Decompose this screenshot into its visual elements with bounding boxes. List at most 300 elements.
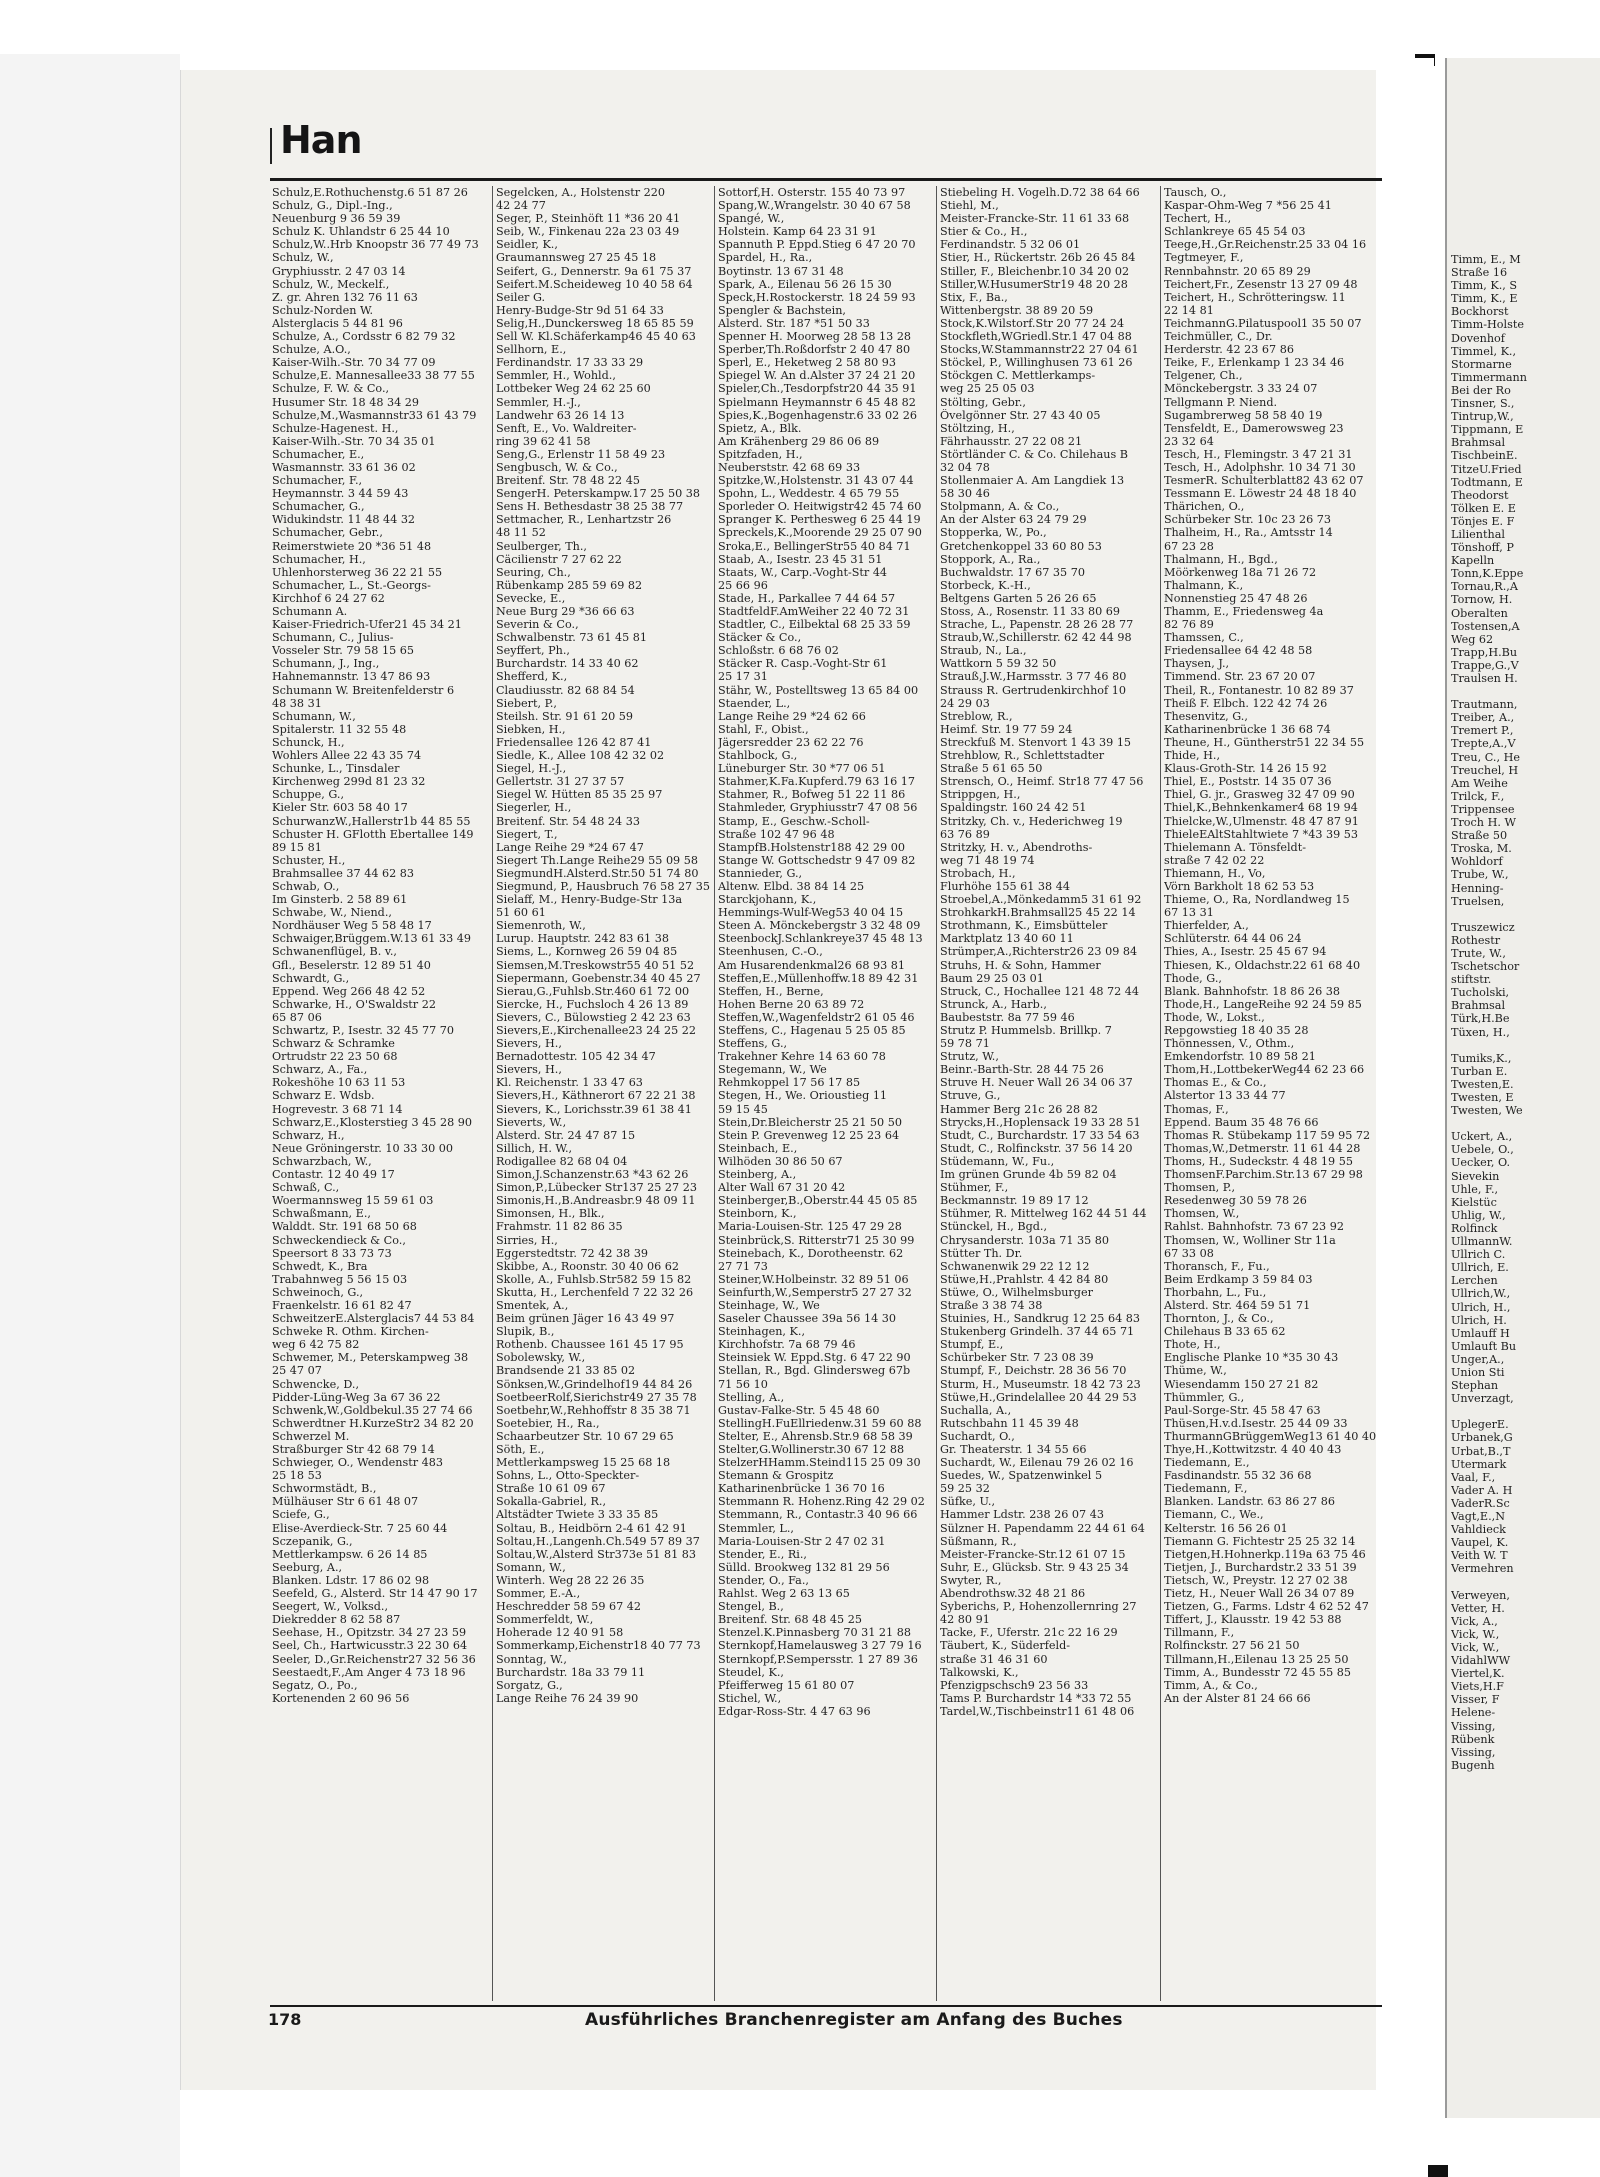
directory-entry: Sommerfeldt, W., (496, 1613, 594, 1627)
directory-entry: Simon,P.,Lübecker Str137 25 27 23 (496, 1181, 697, 1195)
adjacent-page-entry: Uebele, O., (1451, 1143, 1514, 1157)
directory-entry: Schwarz E. Wdsb. (272, 1089, 375, 1103)
directory-entry: Timm, A., Bundesstr 72 45 55 85 (1164, 1665, 1352, 1679)
directory-entry: Schwarke, H., O'Swaldstr 22 (272, 997, 436, 1011)
directory-entry: Tietgen,H.Hohnerkp.119a 63 75 46 (1164, 1547, 1366, 1561)
directory-entry: Täubert, K., Süderfeld- (940, 1639, 1071, 1653)
directory-entry: Steen A. Mönckebergstr 3 32 48 09 (718, 919, 921, 933)
directory-entry: Schwencke, D., (272, 1377, 359, 1391)
directory-entry: Thümmler, G., (1164, 1390, 1245, 1404)
directory-entry: Schwerdtner H.KurzeStr2 34 82 20 (272, 1416, 474, 1430)
directory-entry: Vörn Barkholt 18 62 53 53 (1164, 879, 1315, 893)
directory-entry: StampfB.Holstenstr188 42 29 00 (718, 840, 905, 854)
adjacent-page-entry: Vahldieck (1451, 1523, 1506, 1537)
adjacent-page-entry (1451, 1117, 1600, 1130)
directory-entry: Chrysanderstr. 103a 71 35 80 (940, 1233, 1110, 1247)
adjacent-page-entry: Vick, W., (1451, 1627, 1500, 1641)
directory-entry: Kaspar-Ohm-Weg 7 *56 25 41 (1164, 199, 1332, 213)
directory-entry: Stüwe, O., Wilhelmsburger (940, 1285, 1093, 1299)
directory-entry: Talkowski, K., (940, 1665, 1019, 1679)
adjacent-page-entry: Vick, A., (1451, 1614, 1498, 1628)
directory-entry: Stopperka, W., Po., (940, 526, 1047, 540)
directory-entry: Streckfuß M. Stenvort 1 43 39 15 (940, 735, 1132, 749)
adjacent-page-entry: Uhle, F., (1451, 1182, 1499, 1196)
directory-entry: Breitenf. Str. 54 48 24 33 (496, 814, 640, 828)
directory-entry: Starckjohann, K., (718, 893, 817, 907)
directory-entry: SchurwanzW.,Hallerstr1b 44 85 55 (272, 814, 471, 828)
directory-entry: Steinbrück,S. Ritterstr71 25 30 99 (718, 1233, 915, 1247)
directory-entry: Thode,H., LangeReihe 92 24 59 85 (1164, 997, 1362, 1011)
directory-entry: Siercke, H., Fuchsloch 4 26 13 89 (496, 997, 689, 1011)
directory-entry: Settmacher, R., Lenhartzstr 26 (496, 513, 672, 527)
adjacent-page-entry: Timm, K., E (1451, 292, 1518, 306)
directory-entry: Speck,H.Rostockerstr. 18 24 59 93 (718, 290, 916, 304)
directory-entry: Stahl, F., Obist., (718, 722, 809, 736)
directory-entry: Techert, H., (1164, 212, 1232, 226)
directory-entry: Stelter,G.Wollinerstr.30 67 12 88 (718, 1443, 905, 1456)
directory-entry: Pfeifferweg 15 61 80 07 (718, 1678, 855, 1692)
adjacent-page-entry: Treiber, A., (1451, 711, 1515, 725)
directory-entry: Suchardt, O., (940, 1429, 1015, 1443)
directory-entry: Neuenburg 9 36 59 39 (272, 212, 401, 226)
directory-entry: Stroebel,A.,Mönkedamm5 31 61 92 (940, 893, 1142, 907)
directory-entry: Sielaff, M., Henry-Budge-Str 13a (496, 893, 683, 907)
directory-entry: Tessmann E. Löwestr 24 48 18 40 (1164, 487, 1357, 501)
adjacent-page-entry: Vetter, H. (1451, 1601, 1505, 1615)
adjacent-page-entry: Treu, C., He (1451, 750, 1520, 764)
directory-entry: ThieleEAltStahltwiete 7 *43 39 53 (1164, 827, 1359, 841)
directory-entry: Siegert Th.Lange Reihe29 55 09 58 (496, 853, 698, 867)
directory-entry: Stelter, E., Ahrensb.Str.9 68 58 39 (718, 1429, 913, 1443)
directory-entry: Schwanenwik 29 22 12 12 (940, 1259, 1090, 1273)
directory-entry: Schwanenflügel, B. v., (272, 945, 397, 959)
directory-entry: Lottbeker Weg 24 62 25 60 (496, 382, 651, 396)
directory-entry: Stender, O., Fa., (718, 1573, 809, 1587)
directory-entry: Seestaedt,F.,Am Anger 4 73 18 96 (272, 1665, 466, 1679)
adjacent-page-entry: Twesten,E. (1451, 1077, 1514, 1091)
adjacent-page-entry: Vaupel, K. (1451, 1536, 1509, 1550)
directory-entry: Buchwaldstr. 17 67 35 70 (940, 565, 1085, 579)
directory-entry: Tacke, F., Uferstr. 21c 22 16 29 (940, 1626, 1118, 1640)
directory-entry: Stellan, R., Bgd. Glindersweg 67b (718, 1364, 911, 1378)
directory-entry: Teike, F., Erlenkamp 1 23 34 46 (1164, 356, 1345, 370)
directory-entry: Gretchenkoppel 33 60 80 53 (940, 539, 1102, 553)
directory-entry: Hohen Berne 20 63 89 72 (718, 997, 865, 1011)
directory-entry: Uhlenhorsterweg 36 22 21 55 (272, 565, 443, 579)
directory-entry: Seiler G. (496, 290, 546, 304)
directory-entry: Neue Burg 29 *36 66 63 (496, 605, 635, 618)
adjacent-page-entry: Stephan (1451, 1379, 1499, 1393)
directory-entry: Severin & Co., (496, 618, 579, 632)
adjacent-page-entry (1451, 1039, 1600, 1052)
directory-entry: Sperber,Th.Roßdorfstr 2 40 47 80 (718, 343, 911, 357)
directory-entry: Stähr, W., Postelltsweg 13 65 84 00 (718, 683, 919, 697)
directory-entry: Steinebach, K., Dorotheenstr. 62 (718, 1246, 904, 1260)
directory-entry: Tegtmeyer, F., (1164, 251, 1244, 265)
directory-entry: Straße 5 61 65 50 (940, 762, 1043, 776)
directory-entry: Sieverts, W., (496, 1115, 567, 1129)
directory-entry: Stuinies, H., Sandkrug 12 25 64 83 (940, 1312, 1140, 1326)
directory-entry: Schumacher, L., St.-Georgs- (272, 578, 431, 592)
column-divider (1160, 186, 1161, 2001)
directory-entry: Möörkenweg 18a 71 26 72 (1164, 565, 1317, 579)
directory-entry: Schumann, J., Ing., (272, 657, 380, 671)
directory-entry: Stöckgen C. Mettlerkamps- (940, 369, 1096, 383)
directory-entry: Thomas, F., (1164, 1102, 1229, 1116)
adjacent-page-entry: Stormarne (1451, 357, 1512, 371)
directory-entry: Schwedt, K., Bra (272, 1259, 368, 1273)
directory-entry: Tillmann,H.,Eilenau 13 25 25 50 (1164, 1652, 1349, 1666)
directory-entry: Schumacher, G., (272, 500, 365, 514)
directory-entry: Schumann W. Breitenfelderstr 6 (272, 683, 455, 697)
directory-entry: Teichmüller, C., Dr. (1164, 330, 1273, 344)
directory-entry: Schwarz,E.,Klosterstieg 3 45 28 90 (272, 1115, 472, 1129)
directory-entry: Stemann & Grospitz (718, 1469, 834, 1483)
directory-entry: Stichel, W., (718, 1691, 782, 1705)
directory-entry: 67 33 08 (1164, 1246, 1214, 1260)
directory-entry: Stölting, Gebr., (940, 395, 1026, 409)
directory-entry: Baubeststr. 8a 77 59 46 (940, 1010, 1075, 1024)
directory-entry: Staab, A., Isestr. 23 45 31 51 (718, 552, 883, 566)
adjacent-page-entry: Tölken E. E (1451, 501, 1516, 515)
directory-entry: Thomsen, W., (1164, 1207, 1240, 1221)
directory-entry: Senft, E., Vo. Waldreiter- (496, 421, 637, 435)
adjacent-page-entry: Timmermann (1451, 370, 1527, 384)
directory-entry: Rothenb. Chaussee 161 45 17 95 (496, 1338, 684, 1352)
directory-entry: Straße 3 38 74 38 (940, 1298, 1043, 1312)
directory-entry: Spiegel W. An d.Alster 37 24 21 20 (718, 369, 916, 383)
directory-entry: Spangé, W., (718, 212, 785, 226)
directory-entry: Studt, C., Burchardstr. 17 33 54 63 (940, 1128, 1140, 1142)
directory-entry: 42 80 91 (940, 1613, 990, 1627)
directory-entry: Sternkopf,P.Sempersstr. 1 27 89 36 (718, 1652, 918, 1666)
directory-entry: Theil, R., Fontanestr. 10 82 89 37 (1164, 683, 1354, 697)
directory-entry: Steffens, G., (718, 1037, 788, 1051)
directory-entry: weg 25 25 05 03 (940, 382, 1035, 396)
adjacent-page-entry: Unverzagt, (1451, 1392, 1514, 1406)
directory-entry: Tardel,W.,Tischbeinstr11 61 48 06 (940, 1704, 1135, 1718)
directory-entry: Timm, A., & Co., (1164, 1678, 1258, 1692)
directory-entry: Rodigallee 82 68 04 04 (496, 1154, 628, 1168)
directory-entry: Sorgatz, G., (496, 1678, 563, 1692)
directory-entry: Neuberststr. 42 68 69 33 (718, 460, 861, 474)
directory-entry: Katharinenbrücke 1 36 68 74 (1164, 722, 1331, 736)
directory-entry: An der Alster 81 24 66 66 (1164, 1691, 1311, 1705)
directory-entry: Spenner H. Moorweg 28 58 13 28 (718, 330, 912, 344)
directory-entry: Klaus-Groth-Str. 14 26 15 92 (1164, 762, 1327, 776)
adjacent-page (1445, 58, 1600, 2118)
directory-entry: Speersort 8 33 73 73 (272, 1246, 392, 1260)
directory-entry: Straub, N., La., (940, 644, 1027, 658)
directory-entry: Schwaiger,Brüggem.W.13 61 33 49 (272, 932, 472, 946)
directory-entry: Blanken. Ldstr. 17 86 02 98 (272, 1573, 430, 1587)
directory-entry: Struve, G., (940, 1089, 1001, 1103)
directory-entry: StadtfeldF.AmWeiher 22 40 72 31 (718, 605, 910, 618)
directory-entry: Süßmann, R., (940, 1534, 1017, 1548)
directory-entry: Henry-Budge-Str 9d 51 64 33 (496, 303, 664, 317)
adjacent-page-entry: Dovenhof (1451, 331, 1505, 345)
directory-entry: An der Alster 63 24 79 29 (940, 513, 1087, 527)
directory-entry: Straub,W.,Schillerstr. 62 42 44 98 (940, 631, 1132, 645)
directory-entry: Stange W. Gottschedstr 9 47 09 82 (718, 853, 916, 867)
directory-entry: Thamssen, C., (1164, 631, 1244, 645)
directory-entry: Theiß F. Elbch. 122 42 74 26 (1164, 696, 1328, 710)
directory-entry: Seulberger, Th., (496, 539, 587, 553)
directory-entry: Siems, L., Kornweg 26 59 04 85 (496, 945, 678, 959)
directory-entry: Stock,K.Wilstorf.Str 20 77 24 24 (940, 316, 1125, 330)
directory-entry: Hoherade 12 40 91 58 (496, 1626, 624, 1640)
directory-entry: Tiffert, J., Klausstr. 19 42 53 88 (1164, 1613, 1342, 1627)
directory-entry: Schumacher, Gebr., (272, 526, 383, 540)
directory-entry: Wasmannstr. 33 61 36 02 (272, 460, 416, 474)
directory-entry: Brahmsallee 37 44 62 83 (272, 866, 415, 880)
directory-entry: Tiedemann, E., (1164, 1456, 1250, 1470)
directory-entry: Woermannsweg 15 59 61 03 (272, 1194, 434, 1208)
directory-entry: Seyffert, Ph., (496, 644, 570, 658)
directory-entry: StelzerHHamm.Steind115 25 09 30 (718, 1456, 921, 1470)
adjacent-page-entry: Wohldorf (1451, 855, 1503, 869)
directory-entry: Strauss R. Gertrudenkirchhof 10 (940, 683, 1126, 697)
adjacent-page-entry: stiftstr. (1451, 973, 1492, 987)
column-divider (714, 186, 715, 2001)
directory-entry: Seefeld, G., Alsterd. Str 14 47 90 17 (272, 1587, 478, 1601)
directory-entry: Struve H. Neuer Wall 26 34 06 37 (940, 1076, 1133, 1090)
directory-entry: Spardel, H., Ra., (718, 251, 813, 265)
directory-entry: Friedensallee 126 42 87 41 (496, 735, 652, 749)
directory-entry: Sillich, H. W., (496, 1141, 573, 1155)
directory-entry: Schuster, H., (272, 853, 346, 867)
directory-entry: Thote, H., (1164, 1338, 1221, 1352)
directory-entry: Kl. Reichenstr. 1 33 47 63 (496, 1076, 643, 1090)
directory-entry: Stiebeling H. Vogelh.D.72 38 64 66 (940, 186, 1140, 199)
directory-entry: Emkendorfstr. 10 89 58 21 (1164, 1050, 1316, 1064)
directory-entry: Schulz-Norden W. (272, 303, 374, 317)
adjacent-page-entry: Türk,H.Be (1451, 1012, 1510, 1026)
directory-entry: Seehase, H., Opitzstr. 34 27 23 59 (272, 1626, 467, 1640)
adjacent-page-entry: Straße 16 (1451, 266, 1508, 280)
directory-entry: Staender, L., (718, 696, 791, 710)
directory-entry: Spengler & Bachstein, (718, 303, 846, 317)
directory-entry: Schulz,E.Rothuchenstg.6 51 87 26 (272, 186, 468, 199)
directory-entry: Stukenberg Grindelh. 37 44 65 71 (940, 1325, 1135, 1339)
adjacent-page-entry: Brahmsal (1451, 999, 1506, 1013)
directory-entry: Steinbach, E., (718, 1141, 798, 1155)
directory-columns (272, 186, 1382, 1996)
directory-entry: SiegmundH.Alsterd.Str.50 51 74 80 (496, 866, 699, 880)
page-header-title: Han (280, 118, 362, 162)
adjacent-page-entry: Viertel,K. (1451, 1667, 1505, 1681)
directory-entry: Thüme, W., (1164, 1364, 1227, 1378)
adjacent-page-entry: Ulrich, H. (1451, 1313, 1507, 1327)
directory-entry: Schumann A. (272, 605, 348, 618)
adjacent-page-entry: Am Weihe (1451, 776, 1508, 790)
directory-entry: Schwerzel M. (272, 1429, 350, 1443)
directory-entry: 82 76 89 (1164, 618, 1214, 632)
directory-entry: Paul-Sorge-Str. 45 58 47 63 (1164, 1403, 1321, 1417)
directory-entry: Steenhusen, C.-O., (718, 945, 823, 959)
adjacent-page-entry: Twesten, E (1451, 1091, 1514, 1104)
directory-entry: 22 14 81 (1164, 303, 1214, 317)
directory-entry: Maria-Louisen-Str 2 47 02 31 (718, 1534, 886, 1548)
adjacent-page-entry: Ullrich,W., (1451, 1287, 1511, 1301)
directory-entry: Kieler Str. 603 58 40 17 (272, 801, 408, 815)
directory-entry: Stender, E., Ri., (718, 1547, 807, 1561)
directory-entry: Am Husarendenkmal26 68 93 81 (718, 958, 906, 972)
adjacent-page-entry: Rothestr (1451, 933, 1501, 947)
directory-entry: Thönnessen, V., Othm., (1164, 1037, 1295, 1051)
directory-entry: Stüwe,H.,Prahlstr. 4 42 84 80 (940, 1272, 1109, 1286)
directory-entry: Siebert, P., (496, 696, 557, 710)
adjacent-page-entry: Ulrich, H., (1451, 1300, 1511, 1314)
directory-entry: Nordhäuser Weg 5 58 48 17 (272, 919, 432, 933)
directory-entry: weg 71 48 19 74 (940, 853, 1035, 867)
directory-entry: Simonsen, H., Blk., (496, 1207, 605, 1221)
directory-entry: Thalmann, H., Bgd., (1164, 552, 1278, 566)
directory-entry: Stöltzing, H., (940, 421, 1015, 435)
directory-entry: Sobolewsky, W., (496, 1351, 586, 1365)
adjacent-page-entry: Truszewicz (1451, 920, 1515, 934)
directory-entry: Spreckels,K.,Moorende 29 25 07 90 (718, 526, 922, 540)
directory-entry: Ferdinandstr. 17 33 33 29 (496, 356, 644, 370)
directory-entry: Sroka,E., BellingerStr55 40 84 71 (718, 539, 911, 553)
directory-entry: Reimerstwiete 20 *36 51 48 (272, 539, 432, 553)
directory-entry: Thornton, J., & Co., (1164, 1312, 1274, 1326)
directory-entry: Blank. Bahnhofstr. 18 86 26 38 (1164, 984, 1341, 998)
directory-entry: Rahlst. Weg 2 63 13 65 (718, 1587, 850, 1601)
directory-entry: Spang,W.,Wrangelstr. 30 40 67 58 (718, 199, 911, 213)
directory-entry: Stühmer, F., (940, 1181, 1009, 1195)
adjacent-page-entry: Tucholski, (1451, 986, 1510, 1000)
directory-entry: Sonntag, W., (496, 1652, 567, 1666)
directory-entry: Stemmann R. Hohenz.Ring 42 29 02 (718, 1495, 925, 1509)
directory-entry: Siemenroth, W., (496, 919, 586, 933)
directory-entry: Sens H. Bethesdastr 38 25 38 77 (496, 500, 684, 514)
directory-entry: Spark, A., Eilenau 56 26 15 30 (718, 277, 892, 291)
directory-entry: Stemmann, R., Contastr.3 40 96 66 (718, 1508, 918, 1522)
directory-entry: Marktplatz 13 40 60 11 (940, 932, 1074, 946)
directory-entry: Kirchhof 6 24 27 62 (272, 591, 385, 605)
directory-entry: Steilsh. Str. 91 61 20 59 (496, 709, 633, 723)
directory-entry: Syberichs, P., Hohenzollernring 27 (940, 1600, 1137, 1614)
adjacent-page-entry: Ullrich, E. (1451, 1261, 1509, 1275)
directory-entry: Schloßstr. 6 68 76 02 (718, 644, 839, 658)
directory-entry: Strippgen, H., (940, 788, 1021, 802)
directory-entry: Struck, C., Hochallee 121 48 72 44 (940, 984, 1140, 998)
directory-entry: Widukindstr. 11 48 44 32 (272, 513, 416, 527)
header-marker (270, 128, 272, 164)
directory-entry: Theune, H., Güntherstr51 22 34 55 (1164, 735, 1365, 749)
directory-entry: Siedle, K., Allee 108 42 32 02 (496, 749, 665, 763)
directory-entry: Stühmer, R. Mittelweg 162 44 51 44 (940, 1207, 1147, 1221)
adjacent-page-entry: Tumiks,K., (1451, 1051, 1512, 1065)
directory-entry: Thielemann A. Tönsfeldt- (1164, 840, 1306, 854)
directory-entry: Sperl, E., Heketweg 2 58 80 93 (718, 356, 897, 370)
directory-entry: Strobach, H., (940, 866, 1016, 880)
directory-entry: Elise-Averdieck-Str. 7 25 60 44 (272, 1521, 448, 1535)
directory-entry: TeichmannG.Pilatuspool1 35 50 07 (1164, 316, 1362, 330)
directory-entry: Rolfinckstr. 27 56 21 50 (1164, 1639, 1300, 1653)
directory-entry: Neue Gröningerstr. 10 33 30 00 (272, 1141, 454, 1155)
directory-entry: Süfke, U., (940, 1495, 996, 1509)
directory-entry: Ortrudstr 22 23 50 68 (272, 1050, 398, 1064)
directory-entry: Schwaßmann, E., (272, 1207, 371, 1221)
directory-entry: Spitzfaden, H., (718, 447, 803, 461)
adjacent-page-entry: Helene- (1451, 1706, 1496, 1720)
directory-entry: Stritzky, Ch. v., Hederichweg 19 (940, 814, 1123, 828)
directory-entry: Steinberg, A., (718, 1168, 797, 1182)
directory-entry: Stocks,W.Stammannstr22 27 04 61 (940, 343, 1139, 357)
directory-entry: Övelgönner Str. 27 43 40 05 (940, 408, 1101, 422)
directory-entry: Seinfurth,W.,Semperstr5 27 27 32 (718, 1285, 912, 1299)
directory-entry: Bernadottestr. 105 42 34 47 (496, 1050, 656, 1064)
directory-entry: Saseler Chaussee 39a 56 14 30 (718, 1312, 897, 1326)
directory-entry: 67 23 28 (1164, 539, 1214, 553)
directory-entry: Thomas,W.,Detmerstr. 11 61 44 28 (1164, 1141, 1361, 1155)
directory-entry: Lange Reihe 76 24 39 90 (496, 1691, 639, 1705)
scan-margin (0, 54, 180, 2177)
adjacent-page-entry: Tornow, H. (1451, 593, 1513, 607)
directory-entry: Gustav-Falke-Str. 5 45 48 60 (718, 1403, 880, 1417)
directory-entry: Kelterstr. 16 56 26 01 (1164, 1521, 1288, 1535)
directory-entry: Stiller,W.HusumerStr19 48 20 28 (940, 277, 1128, 291)
directory-entry: Staats, W., Carp.-Voght-Str 44 (718, 565, 888, 579)
directory-entry: StellingH.FuEllriedenw.31 59 60 88 (718, 1416, 922, 1430)
directory-entry: Rübenkamp 285 59 69 82 (496, 578, 643, 592)
directory-entry: Schwemer, M., Peterskampweg 38 (272, 1351, 469, 1365)
adjacent-page-entry: Kapelln (1451, 554, 1495, 568)
directory-entry: Schwartz, P., Isestr. 32 45 77 70 (272, 1024, 455, 1037)
directory-entry: Fasdinandstr. 55 32 36 68 (1164, 1469, 1312, 1483)
directory-entry: Sievers, H., (496, 1063, 562, 1077)
directory-entry: Kortenenden 2 60 96 56 (272, 1691, 410, 1705)
directory-entry: Thies, A., Isestr. 25 45 67 94 (1164, 945, 1327, 959)
directory-entry: Siegmund, P., Hausbruch 76 58 27 35 (496, 879, 710, 893)
adjacent-page-entry: Trilck, F., (1451, 789, 1505, 803)
directory-entry: Sugambrerweg 58 58 40 19 (1164, 408, 1323, 422)
directory-entry: Schunke, L., Tinsdaler (272, 762, 400, 776)
directory-entry: Sievers,E.,Kirchenallee23 24 25 22 (496, 1024, 696, 1037)
directory-entry: Semmler, H.-J., (496, 395, 581, 409)
directory-entry: Siegel W. Hütten 85 35 25 97 (496, 788, 663, 802)
directory-entry: Ferdinandstr. 5 32 06 01 (940, 238, 1081, 252)
directory-entry: Heimf. Str. 19 77 59 24 (940, 722, 1073, 736)
directory-entry: Stannieder, G., (718, 866, 803, 880)
directory-entry: Siebken, H., (496, 722, 566, 736)
directory-entry: Strensch, O., Heimf. Str18 77 47 56 (940, 775, 1144, 789)
footer-rule (270, 2005, 1382, 2007)
adjacent-page-entry: Turban E. (1451, 1064, 1508, 1078)
adjacent-page-entry: Tschetschor (1451, 960, 1520, 974)
directory-entry: Beim Erdkamp 3 59 84 03 (1164, 1272, 1313, 1286)
directory-entry: Stritzky, H. v., Abendroths- (940, 840, 1093, 854)
directory-entry: Stix, F., Ba., (940, 290, 1008, 304)
directory-entry: Teichert, H., Schrötteringsw. 11 (1164, 290, 1346, 304)
directory-entry: Z. gr. Ahren 132 76 11 63 (272, 290, 418, 304)
adjacent-page-entry: Treuchel, H (1451, 763, 1519, 777)
adjacent-page-entry: Vaal, F., (1451, 1470, 1496, 1484)
directory-entry: Stamp, E., Geschw.-Scholl- (718, 814, 870, 828)
adjacent-page-entry: Troch H. W (1451, 816, 1516, 830)
directory-entry: Holstein. Kamp 64 23 31 91 (718, 225, 877, 239)
directory-entry: Thomas E., & Co., (1164, 1076, 1267, 1090)
directory-entry: Meister-Francke-Str. 11 61 33 68 (940, 212, 1130, 226)
directory-entry: Maria-Louisen-Str. 125 47 29 28 (718, 1220, 902, 1234)
directory-entry: Rahlst. Bahnhofstr. 73 67 23 92 (1164, 1220, 1344, 1234)
directory-entry: Stumpf, F., Deichstr. 28 36 56 70 (940, 1364, 1127, 1378)
directory-entry: Simon,J.Schanzenstr.63 *43 62 26 (496, 1168, 689, 1182)
adjacent-page-entry: Umlauft Bu (1451, 1339, 1517, 1353)
directory-entry: 67 13 31 (1164, 906, 1214, 920)
